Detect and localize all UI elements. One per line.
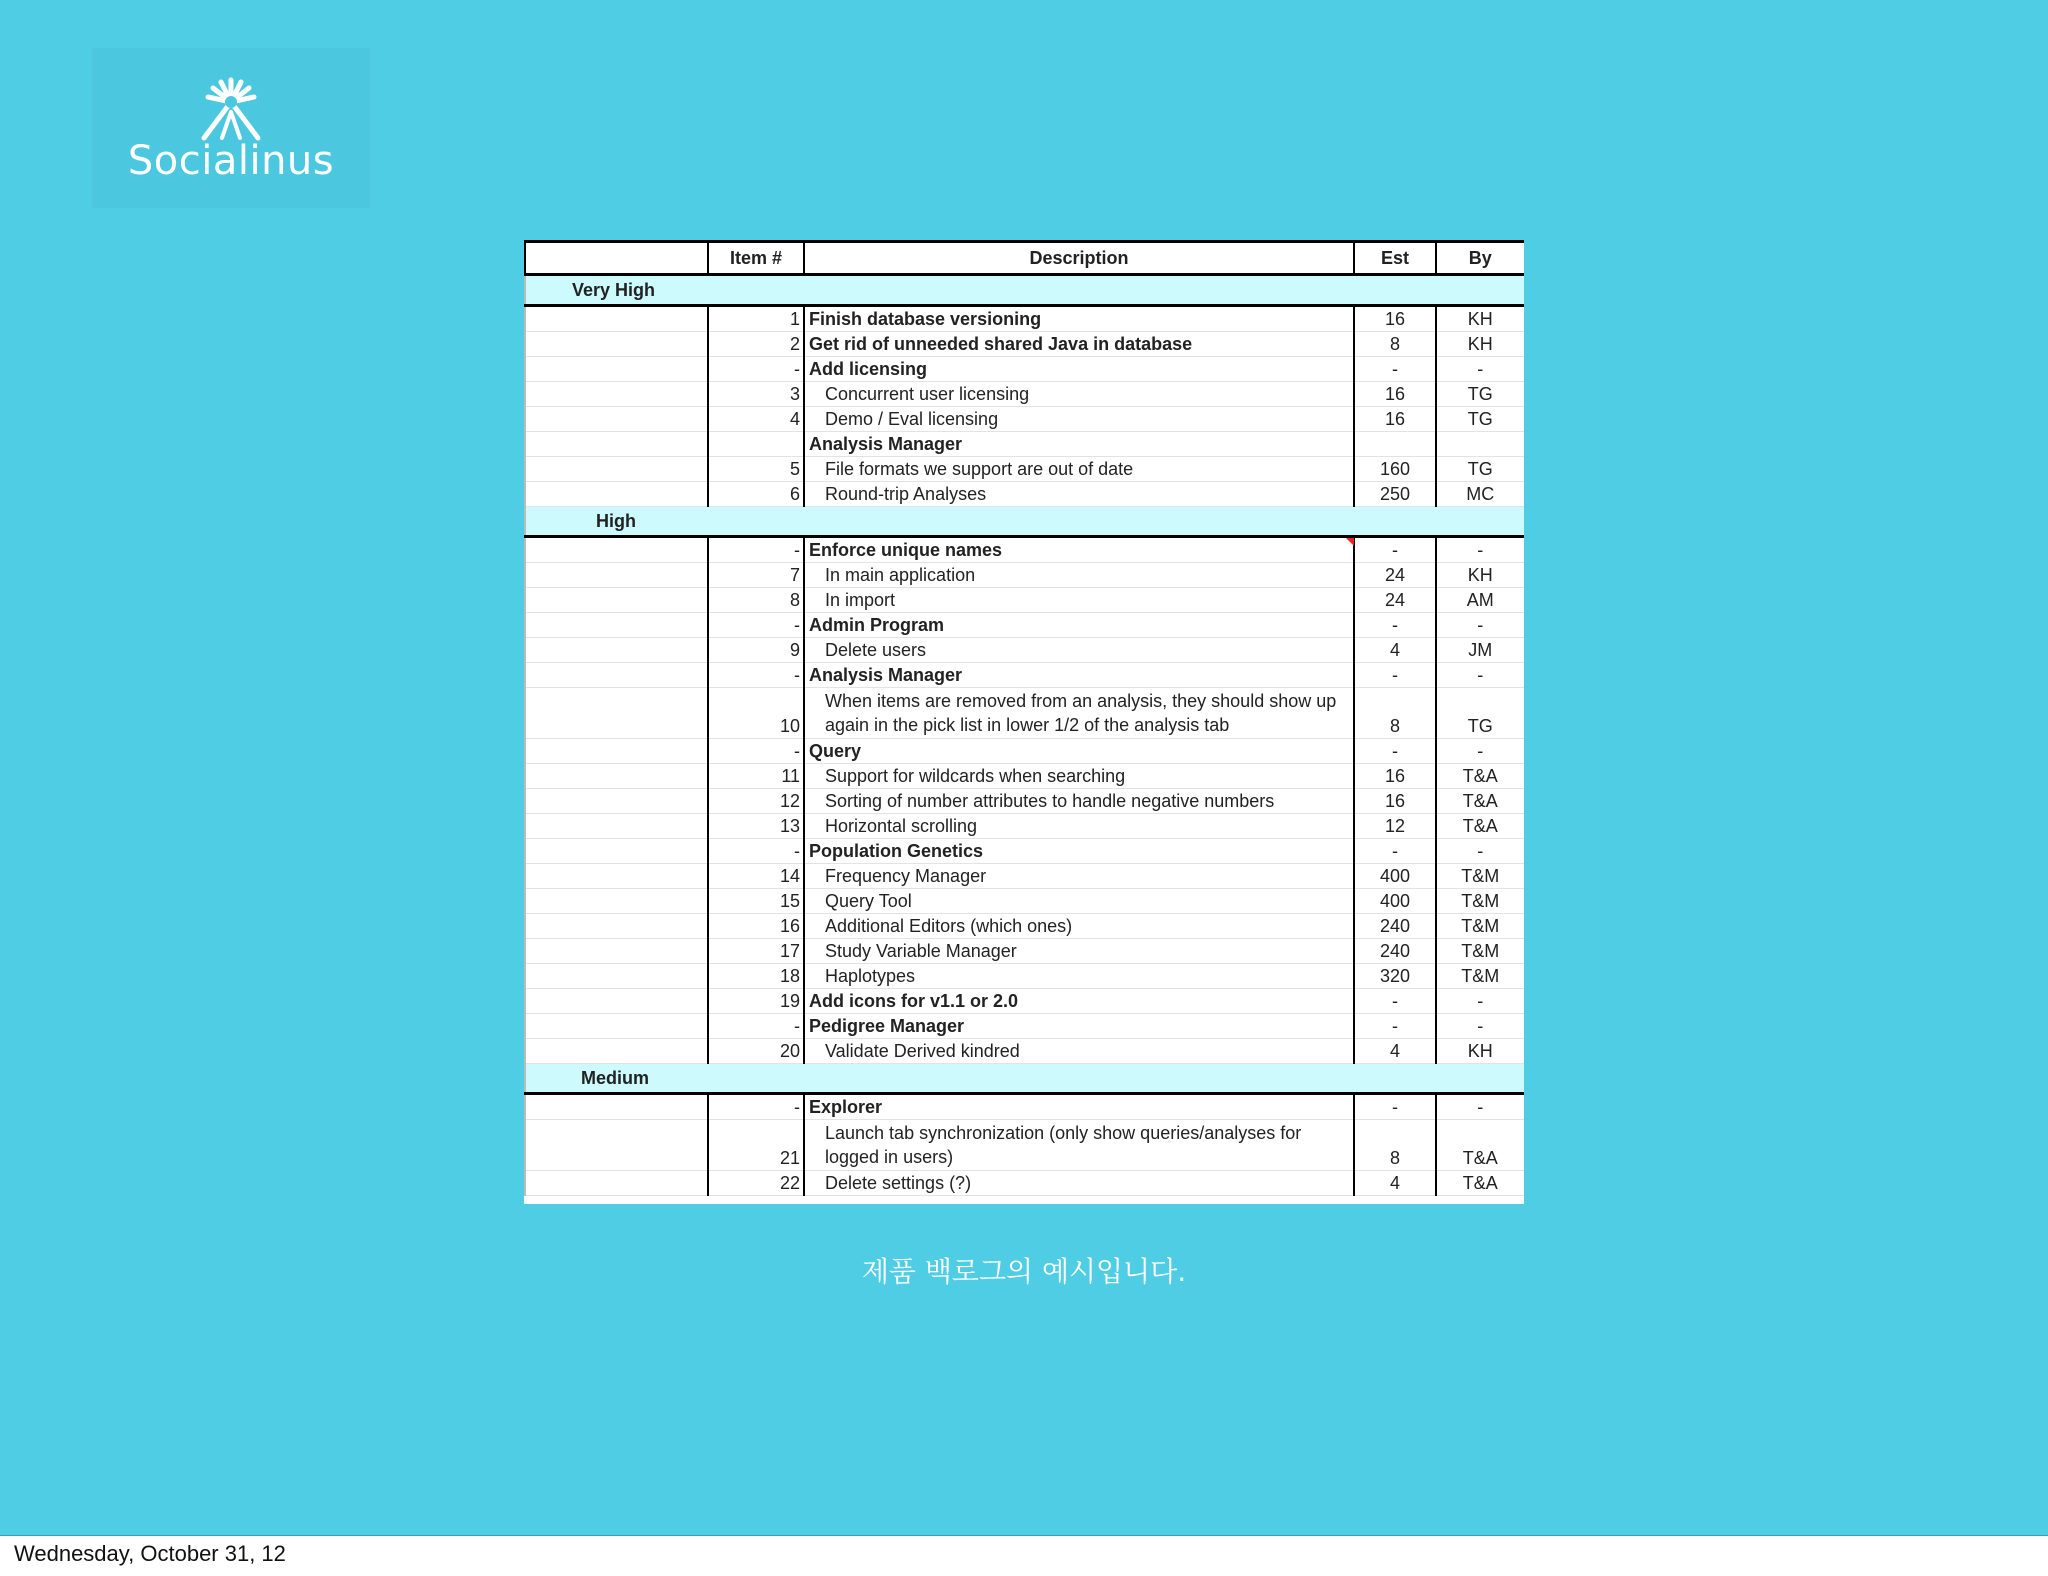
backlog-row bbox=[525, 764, 1524, 789]
description-cell: Delete users bbox=[804, 638, 1354, 663]
backlog-row bbox=[525, 563, 1524, 588]
description-cell: Population Genetics bbox=[804, 839, 1354, 864]
estimate-cell: - bbox=[1354, 739, 1436, 764]
estimate-cell: 12 bbox=[1354, 814, 1436, 839]
item-number-cell: 13 bbox=[708, 814, 804, 839]
priority-cell bbox=[525, 1120, 708, 1171]
backlog-row bbox=[525, 939, 1524, 964]
description-cell: Finish database versioning bbox=[804, 306, 1354, 332]
priority-cell bbox=[525, 914, 708, 939]
backlog-row bbox=[525, 357, 1524, 382]
priority-group-row bbox=[525, 1064, 1524, 1094]
item-number-cell: - bbox=[708, 613, 804, 638]
item-number-cell: - bbox=[708, 663, 804, 688]
priority-cell bbox=[525, 563, 708, 588]
estimate-cell: 16 bbox=[1354, 407, 1436, 432]
backlog-row bbox=[525, 332, 1524, 357]
item-number-cell: 22 bbox=[708, 1171, 804, 1196]
estimate-cell: 4 bbox=[1354, 638, 1436, 663]
item-number-cell: 9 bbox=[708, 638, 804, 663]
description-cell: Delete settings (?) bbox=[804, 1171, 1354, 1196]
logo bbox=[92, 48, 370, 208]
priority-group-label: Very High bbox=[525, 275, 1524, 306]
item-number-cell: 11 bbox=[708, 764, 804, 789]
estimate-cell: 240 bbox=[1354, 914, 1436, 939]
owner-cell: - bbox=[1436, 357, 1524, 382]
owner-cell: TG bbox=[1436, 382, 1524, 407]
description-cell: Haplotypes bbox=[804, 964, 1354, 989]
description-cell: Validate Derived kindred bbox=[804, 1039, 1354, 1064]
priority-cell bbox=[525, 432, 708, 457]
description-cell: Sorting of number attributes to handle negative numbers bbox=[804, 789, 1354, 814]
estimate-cell: 320 bbox=[1354, 964, 1436, 989]
description-cell: Analysis Manager bbox=[804, 432, 1354, 457]
estimate-cell bbox=[1354, 432, 1436, 457]
estimate-cell: - bbox=[1354, 839, 1436, 864]
backlog-row bbox=[525, 964, 1524, 989]
sunrise-icon bbox=[194, 72, 268, 142]
priority-cell bbox=[525, 739, 708, 764]
item-number-cell: 17 bbox=[708, 939, 804, 964]
brand-name: Socialinus bbox=[127, 138, 335, 184]
estimate-cell: - bbox=[1354, 613, 1436, 638]
estimate-cell: 4 bbox=[1354, 1039, 1436, 1064]
estimate-cell: 250 bbox=[1354, 482, 1436, 507]
priority-cell bbox=[525, 1094, 708, 1120]
estimate-cell: - bbox=[1354, 537, 1436, 563]
owner-header: By bbox=[1436, 242, 1524, 275]
backlog-row bbox=[525, 889, 1524, 914]
description-cell: Add licensing bbox=[804, 357, 1354, 382]
estimate-cell: - bbox=[1354, 1014, 1436, 1039]
backlog-row bbox=[525, 306, 1524, 332]
item-number-cell: 19 bbox=[708, 989, 804, 1014]
item-number-cell: 6 bbox=[708, 482, 804, 507]
priority-cell bbox=[525, 789, 708, 814]
owner-cell: T&A bbox=[1436, 814, 1524, 839]
slide-caption: 제품 백로그의 예시입니다. bbox=[861, 1255, 1187, 1288]
priority-header bbox=[525, 242, 708, 275]
backlog-row bbox=[525, 739, 1524, 764]
owner-cell: T&A bbox=[1436, 1120, 1524, 1171]
estimate-cell: - bbox=[1354, 1094, 1436, 1120]
estimate-cell: 16 bbox=[1354, 382, 1436, 407]
estimate-cell: 400 bbox=[1354, 889, 1436, 914]
item-number-cell: - bbox=[708, 1014, 804, 1039]
owner-cell: - bbox=[1436, 663, 1524, 688]
description-cell: Demo / Eval licensing bbox=[804, 407, 1354, 432]
description-cell: Frequency Manager bbox=[804, 864, 1354, 889]
item-number-cell: - bbox=[708, 839, 804, 864]
priority-group-label: Medium bbox=[525, 1064, 1524, 1094]
item-number-header: Item # bbox=[708, 242, 804, 275]
estimate-cell: 16 bbox=[1354, 764, 1436, 789]
priority-cell bbox=[525, 663, 708, 688]
priority-cell bbox=[525, 839, 708, 864]
description-cell: Horizontal scrolling bbox=[804, 814, 1354, 839]
owner-cell: - bbox=[1436, 613, 1524, 638]
backlog-body bbox=[525, 275, 1524, 1196]
backlog-row bbox=[525, 1014, 1524, 1039]
priority-cell bbox=[525, 1039, 708, 1064]
backlog-row bbox=[525, 482, 1524, 507]
backlog-row bbox=[525, 663, 1524, 688]
description-cell: Pedigree Manager bbox=[804, 1014, 1354, 1039]
priority-cell bbox=[525, 964, 708, 989]
item-number-cell: - bbox=[708, 1094, 804, 1120]
estimate-cell: 24 bbox=[1354, 563, 1436, 588]
owner-cell: TG bbox=[1436, 688, 1524, 739]
estimate-cell: 4 bbox=[1354, 1171, 1436, 1196]
priority-cell bbox=[525, 939, 708, 964]
backlog-row bbox=[525, 1039, 1524, 1064]
priority-cell bbox=[525, 613, 708, 638]
owner-cell: KH bbox=[1436, 332, 1524, 357]
item-number-cell: 4 bbox=[708, 407, 804, 432]
owner-cell: T&A bbox=[1436, 1171, 1524, 1196]
owner-cell: - bbox=[1436, 1014, 1524, 1039]
backlog-row bbox=[525, 588, 1524, 613]
owner-cell: T&M bbox=[1436, 889, 1524, 914]
backlog-row bbox=[525, 688, 1524, 739]
description-cell: In import bbox=[804, 588, 1354, 613]
estimate-cell: 8 bbox=[1354, 688, 1436, 739]
estimate-cell: 16 bbox=[1354, 789, 1436, 814]
priority-cell bbox=[525, 357, 708, 382]
item-number-cell: 20 bbox=[708, 1039, 804, 1064]
priority-cell bbox=[525, 688, 708, 739]
owner-cell: KH bbox=[1436, 306, 1524, 332]
owner-cell: T&M bbox=[1436, 964, 1524, 989]
backlog-row bbox=[525, 1120, 1524, 1171]
owner-cell: T&A bbox=[1436, 789, 1524, 814]
owner-cell: - bbox=[1436, 1094, 1524, 1120]
backlog-row bbox=[525, 537, 1524, 563]
owner-cell: T&M bbox=[1436, 864, 1524, 889]
owner-cell: TG bbox=[1436, 457, 1524, 482]
description-cell: Enforce unique names bbox=[804, 537, 1354, 563]
priority-cell bbox=[525, 457, 708, 482]
estimate-cell: 16 bbox=[1354, 306, 1436, 332]
backlog-row bbox=[525, 814, 1524, 839]
priority-cell bbox=[525, 537, 708, 563]
priority-cell bbox=[525, 1014, 708, 1039]
description-cell: Study Variable Manager bbox=[804, 939, 1354, 964]
owner-cell: T&M bbox=[1436, 939, 1524, 964]
owner-cell: JM bbox=[1436, 638, 1524, 663]
item-number-cell: 18 bbox=[708, 964, 804, 989]
description-cell: Launch tab synchronization (only show queries/analyses for logged in users) bbox=[804, 1120, 1354, 1171]
item-number-cell: 14 bbox=[708, 864, 804, 889]
item-number-cell: 15 bbox=[708, 889, 804, 914]
description-cell: Additional Editors (which ones) bbox=[804, 914, 1354, 939]
description-cell: Round-trip Analyses bbox=[804, 482, 1354, 507]
backlog-row bbox=[525, 613, 1524, 638]
description-cell: Add icons for v1.1 or 2.0 bbox=[804, 989, 1354, 1014]
item-number-cell: 3 bbox=[708, 382, 804, 407]
description-cell: Explorer bbox=[804, 1094, 1354, 1120]
description-cell: Query Tool bbox=[804, 889, 1354, 914]
description-cell: Admin Program bbox=[804, 613, 1354, 638]
backlog-row bbox=[525, 432, 1524, 457]
priority-group-label: High bbox=[525, 507, 1524, 537]
backlog-spreadsheet bbox=[524, 240, 1524, 1204]
priority-cell bbox=[525, 306, 708, 332]
priority-cell bbox=[525, 764, 708, 789]
estimate-cell: 24 bbox=[1354, 588, 1436, 613]
item-number-cell: - bbox=[708, 357, 804, 382]
item-number-cell: 1 bbox=[708, 306, 804, 332]
priority-cell bbox=[525, 864, 708, 889]
estimate-header: Est bbox=[1354, 242, 1436, 275]
item-number-cell: 12 bbox=[708, 789, 804, 814]
priority-cell bbox=[525, 814, 708, 839]
owner-cell: T&A bbox=[1436, 764, 1524, 789]
backlog-row bbox=[525, 839, 1524, 864]
backlog-row bbox=[525, 789, 1524, 814]
priority-cell bbox=[525, 588, 708, 613]
estimate-cell: - bbox=[1354, 663, 1436, 688]
item-number-cell: 7 bbox=[708, 563, 804, 588]
priority-cell bbox=[525, 482, 708, 507]
item-number-cell: 16 bbox=[708, 914, 804, 939]
header-row bbox=[525, 242, 1524, 275]
owner-cell: - bbox=[1436, 537, 1524, 563]
priority-cell bbox=[525, 1171, 708, 1196]
item-number-cell: 2 bbox=[708, 332, 804, 357]
priority-cell bbox=[525, 332, 708, 357]
item-number-cell: 21 bbox=[708, 1120, 804, 1171]
backlog-table bbox=[524, 240, 1524, 1196]
owner-cell: - bbox=[1436, 989, 1524, 1014]
description-cell: When items are removed from an analysis, they should show up again in the pick list in lower 1/2 of the analysis tab bbox=[804, 688, 1354, 739]
description-cell: Query bbox=[804, 739, 1354, 764]
item-number-cell: - bbox=[708, 537, 804, 563]
backlog-row bbox=[525, 1171, 1524, 1196]
estimate-cell: 400 bbox=[1354, 864, 1436, 889]
item-number-cell bbox=[708, 432, 804, 457]
backlog-row bbox=[525, 382, 1524, 407]
owner-cell: TG bbox=[1436, 407, 1524, 432]
item-number-cell: 10 bbox=[708, 688, 804, 739]
date-footer: Wednesday, October 31, 12 bbox=[14, 1541, 286, 1566]
estimate-cell: - bbox=[1354, 357, 1436, 382]
backlog-row bbox=[525, 914, 1524, 939]
owner-cell: KH bbox=[1436, 563, 1524, 588]
owner-cell: MC bbox=[1436, 482, 1524, 507]
backlog-row bbox=[525, 1094, 1524, 1120]
description-cell: Get rid of unneeded shared Java in database bbox=[804, 332, 1354, 357]
priority-group-row bbox=[525, 275, 1524, 306]
backlog-row bbox=[525, 864, 1524, 889]
backlog-row bbox=[525, 407, 1524, 432]
description-cell: Concurrent user licensing bbox=[804, 382, 1354, 407]
owner-cell: - bbox=[1436, 739, 1524, 764]
backlog-row bbox=[525, 457, 1524, 482]
owner-cell bbox=[1436, 432, 1524, 457]
item-number-cell: 8 bbox=[708, 588, 804, 613]
comment-marker-icon bbox=[1346, 538, 1354, 546]
estimate-cell: 160 bbox=[1354, 457, 1436, 482]
estimate-cell: - bbox=[1354, 989, 1436, 1014]
description-header: Description bbox=[804, 242, 1354, 275]
description-cell: File formats we support are out of date bbox=[804, 457, 1354, 482]
item-number-cell: 5 bbox=[708, 457, 804, 482]
estimate-cell: 8 bbox=[1354, 1120, 1436, 1171]
priority-cell bbox=[525, 382, 708, 407]
estimate-cell: 240 bbox=[1354, 939, 1436, 964]
description-cell: Support for wildcards when searching bbox=[804, 764, 1354, 789]
owner-cell: KH bbox=[1436, 1039, 1524, 1064]
priority-cell bbox=[525, 638, 708, 663]
description-cell: In main application bbox=[804, 563, 1354, 588]
estimate-cell: 8 bbox=[1354, 332, 1436, 357]
owner-cell: AM bbox=[1436, 588, 1524, 613]
backlog-row bbox=[525, 638, 1524, 663]
description-cell: Analysis Manager bbox=[804, 663, 1354, 688]
priority-group-row bbox=[525, 507, 1524, 537]
item-number-cell: - bbox=[708, 739, 804, 764]
priority-cell bbox=[525, 407, 708, 432]
priority-cell bbox=[525, 989, 708, 1014]
owner-cell: T&M bbox=[1436, 914, 1524, 939]
backlog-row bbox=[525, 989, 1524, 1014]
priority-cell bbox=[525, 889, 708, 914]
owner-cell: - bbox=[1436, 839, 1524, 864]
